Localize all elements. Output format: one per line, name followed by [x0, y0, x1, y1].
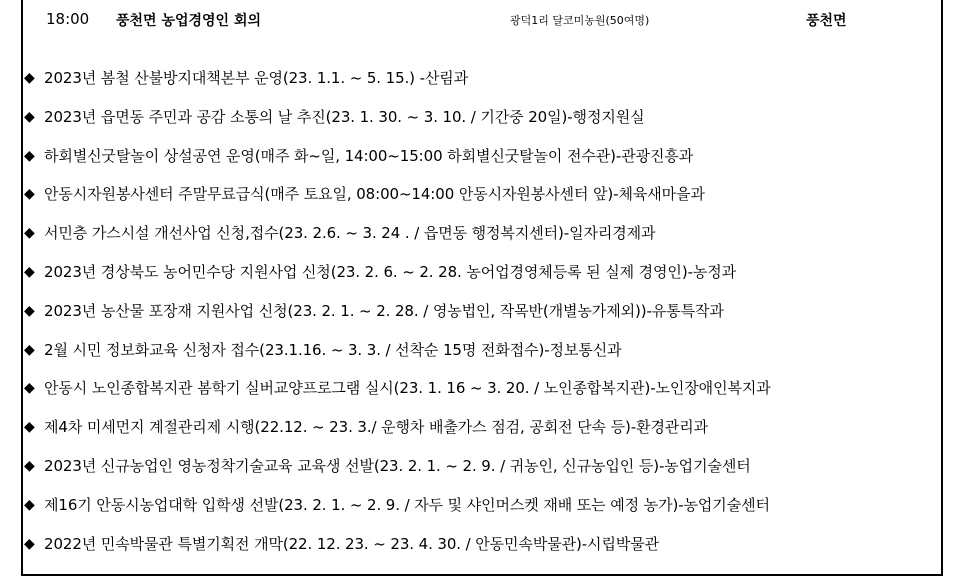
notice-list	[24, 68, 942, 572]
notice-item	[24, 495, 942, 534]
notice-text: 2023년 신규농업인 영농정착기술교육 교육생 선발(23. 2. 1. ~ 2. 9. / 귀농인, 신규농입인 등)-농업기술센터	[44, 456, 751, 475]
notice-item	[24, 223, 942, 262]
notice-item	[24, 340, 942, 379]
notice-item	[24, 456, 942, 495]
notice-item	[24, 378, 942, 417]
diamond-bullet-icon: ◆	[24, 535, 35, 552]
notice-item	[24, 262, 942, 301]
notice-item	[24, 417, 942, 456]
notice-text: 제16기 안동시농업대학 입학생 선발(23. 2. 1. ~ 2. 9. / 자두 및 샤인머스켓 재배 또는 예정 농가)-농업기술센터	[44, 495, 770, 514]
notice-item	[24, 107, 942, 146]
notice-text: 하회별신굿탈놀이 상설공연 운영(매주 화~일, 14:00~15:00 하회별신굿탈놀이 전수관)-관광진흥과	[44, 146, 694, 165]
schedule-row	[0, 8, 960, 32]
diamond-bullet-icon: ◆	[24, 263, 35, 280]
diamond-bullet-icon: ◆	[24, 457, 35, 474]
diamond-bullet-icon: ◆	[24, 70, 35, 86]
diamond-bullet-icon: ◆	[24, 419, 35, 436]
diamond-bullet-icon: ◆	[24, 302, 35, 319]
notice-item	[24, 184, 942, 223]
notice-text: 안동시자원봉사센터 주말무료급식(매주 토요일, 08:00~14:00 안동시자원봉사센터 앞)-체육새마을과	[44, 185, 705, 204]
schedule-place: 광덕1리 달코미농원(50여명)	[510, 14, 650, 27]
diamond-bullet-icon: ◆	[24, 225, 35, 242]
notice-text: 2022년 민속박물관 특별기획전 개막(22. 12. 23. ~ 23. 4. 30. / 안동민속박물관)-시립박물관	[44, 534, 660, 553]
notice-text: 2023년 읍면동 주민과 공감 소통의 날 추진(23. 1. 30. ~ 3. 10. / 기간중 20일)-행정지원실	[44, 107, 645, 126]
notice-text: 2023년 봄철 산불방지대책본부 운영(23. 1.1. ~ 5. 15.) -산림과	[44, 69, 469, 87]
diamond-bullet-icon: ◆	[24, 108, 35, 125]
notice-item	[24, 146, 942, 185]
schedule-title: 풍천면 농업경영인 회의	[116, 13, 261, 29]
schedule-time: 18:00	[46, 10, 90, 28]
notice-text: 제4차 미세먼지 계절관리제 시행(22.12. ~ 23. 3./ 운행차 배출가스 점검, 공회전 단속 등)-환경관리과	[44, 418, 709, 437]
notice-item	[24, 534, 942, 573]
diamond-bullet-icon: ◆	[24, 496, 35, 513]
diamond-bullet-icon: ◆	[24, 186, 35, 203]
notice-text: 2023년 농산물 포장재 지원사업 신청(23. 2. 1. ~ 2. 28. / 영농법인, 작목반(개별농가제외))-유통특작과	[44, 301, 724, 320]
notice-item	[24, 301, 942, 340]
diamond-bullet-icon: ◆	[24, 380, 35, 397]
schedule-host: 풍천면	[806, 13, 847, 29]
notice-text: 서민층 가스시설 개선사업 신청,접수(23. 2.6. ~ 3. 24 . / 읍면동 행정복지센터)-일자리경제과	[44, 224, 656, 243]
diamond-bullet-icon: ◆	[24, 341, 35, 358]
notice-item	[24, 68, 942, 107]
diamond-bullet-icon: ◆	[24, 147, 35, 164]
notice-text: 2023년 경상북도 농어민수당 지원사업 신청(23. 2. 6. ~ 2. 28. 농어업경영체등록 된 실제 경영인)-농정과	[44, 262, 737, 281]
notice-text: 2월 시민 정보화교육 신청자 접수(23.1.16. ~ 3. 3. / 선착순 15명 전화접수)-정보통신과	[44, 340, 622, 359]
notice-text: 안동시 노인종합복지관 봄학기 실버교양프로그램 실시(23. 1. 16 ~ 3. 20. / 노인종합복지관)-노인장애인복지과	[44, 379, 771, 398]
